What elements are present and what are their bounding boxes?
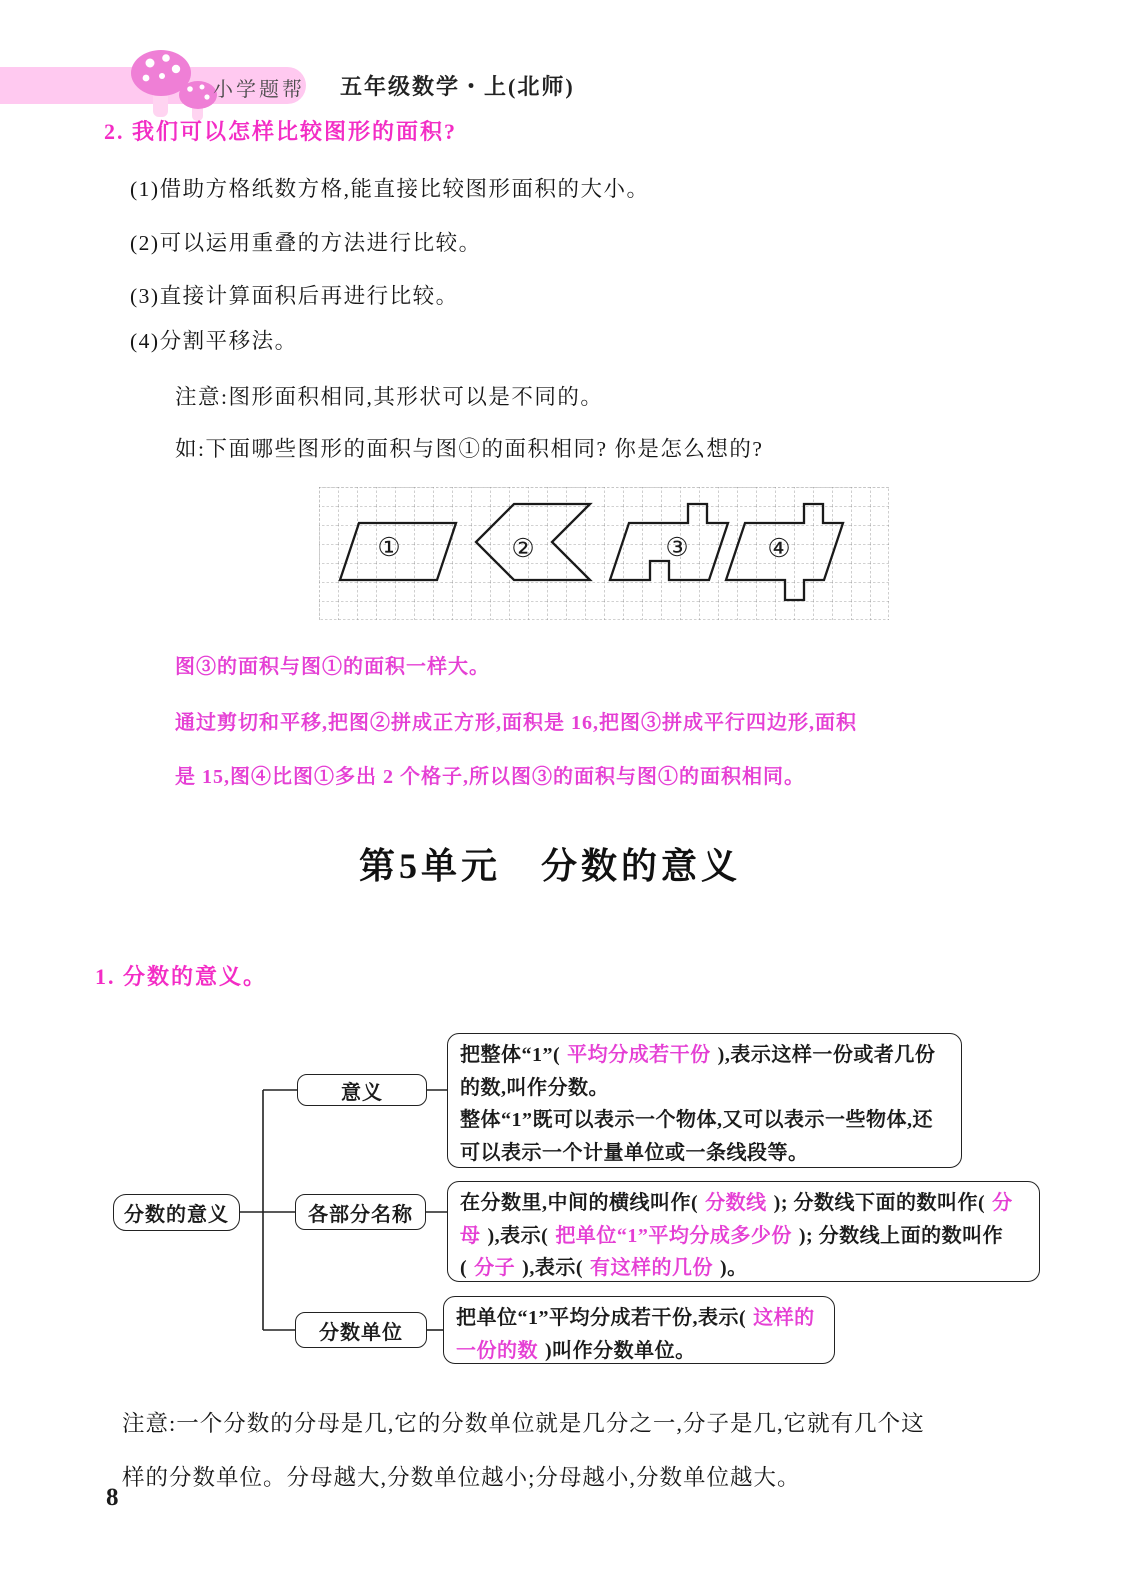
- box2-answer2: 分母: [460, 1192, 1013, 1247]
- box2-text5: ),表示(: [522, 1257, 583, 1279]
- bottom-note-line2: 样的分数单位。分母越大,分数单位越小;分母越小,分数单位越大。: [122, 1465, 801, 1490]
- grid-figure: [319, 487, 889, 620]
- question2-title: 2. 我们可以怎样比较图形的面积?: [104, 119, 458, 144]
- box3-text1: 把单位“1”平均分成若干份,表示(: [456, 1307, 747, 1329]
- answer-line-2: 通过剪切和平移,把图②拼成正方形,面积是 16,把图③拼成平行四边形,面积: [175, 712, 857, 734]
- question1-title: 1. 分数的意义。: [95, 964, 268, 989]
- box2-answer5: 有这样的几份: [590, 1257, 713, 1279]
- box3-text2: )叫作分数单位。: [545, 1339, 696, 1362]
- map-node-meaning: 意义: [297, 1074, 427, 1106]
- map-box-unit: [443, 1296, 835, 1364]
- box2-text6: )。: [720, 1257, 748, 1279]
- box2-text4: ); 分数线上面的数叫作(: [460, 1224, 1004, 1279]
- q2-note: 注意:图形面积相同,其形状可以是不同的。: [175, 385, 604, 409]
- box1-text3: 整体“1”既可以表示一个物体,又可以表示一些物体,还可以表示一个计量单位或一条线段等。: [460, 1109, 933, 1164]
- box1-text2: ),表示这样一份或者几份的数,叫作分数。: [460, 1044, 936, 1099]
- shape-3-label: ③: [665, 532, 689, 562]
- map-box-meaning: [447, 1033, 962, 1168]
- unit-title: 第5单元 分数的意义: [358, 846, 741, 886]
- map-root-node: 分数的意义: [113, 1194, 240, 1231]
- box2-text1: 在分数里,中间的横线叫作(: [460, 1192, 699, 1214]
- box3-answer1: 这样的一份的数: [456, 1307, 815, 1362]
- shape-2-label: ②: [511, 533, 535, 563]
- q2-prompt: 如:下面哪些图形的面积与图①的面积相同? 你是怎么想的?: [175, 437, 764, 461]
- box2-text3: ),表示(: [487, 1224, 549, 1247]
- q2-item-4: (4)分割平移法。: [130, 329, 298, 353]
- page-number: 8: [106, 1484, 119, 1511]
- bottom-note-line1: 注意:一个分数的分母是几,它的分数单位就是几分之一,分子是几,它就有几个这: [122, 1411, 925, 1436]
- shape-1-label: ①: [377, 532, 401, 562]
- shape-4-label: ④: [767, 533, 791, 563]
- q2-item-3: (3)直接计算面积后再进行比较。: [130, 284, 459, 308]
- map-node-parts: 各部分名称: [295, 1194, 426, 1230]
- q2-item-2: (2)可以运用重叠的方法进行比较。: [130, 231, 482, 255]
- box2-answer4: 分子: [474, 1257, 516, 1279]
- answer-line-3: 是 15,图④比图①多出 2 个格子,所以图③的面积与图①的面积相同。: [175, 766, 805, 788]
- box2-text2: ); 分数线下面的数叫作(: [773, 1192, 986, 1214]
- q2-item-1: (1)借助方格纸数方格,能直接比较图形面积的大小。: [130, 177, 650, 201]
- brand-label: 小学题帮: [213, 79, 305, 101]
- box2-answer1: 分数线: [705, 1192, 767, 1214]
- map-box-parts: [447, 1181, 1040, 1282]
- box1-text: 把整体“1”(: [460, 1044, 561, 1066]
- book-title: 五年级数学・上(北师): [340, 74, 575, 99]
- map-node-unit: 分数单位: [295, 1312, 427, 1348]
- answer-line-1: 图③的面积与图①的面积一样大。: [175, 656, 490, 678]
- box1-answer: 平均分成若干份: [567, 1044, 711, 1066]
- box2-answer3: 把单位“1”平均分成多少份: [555, 1224, 792, 1247]
